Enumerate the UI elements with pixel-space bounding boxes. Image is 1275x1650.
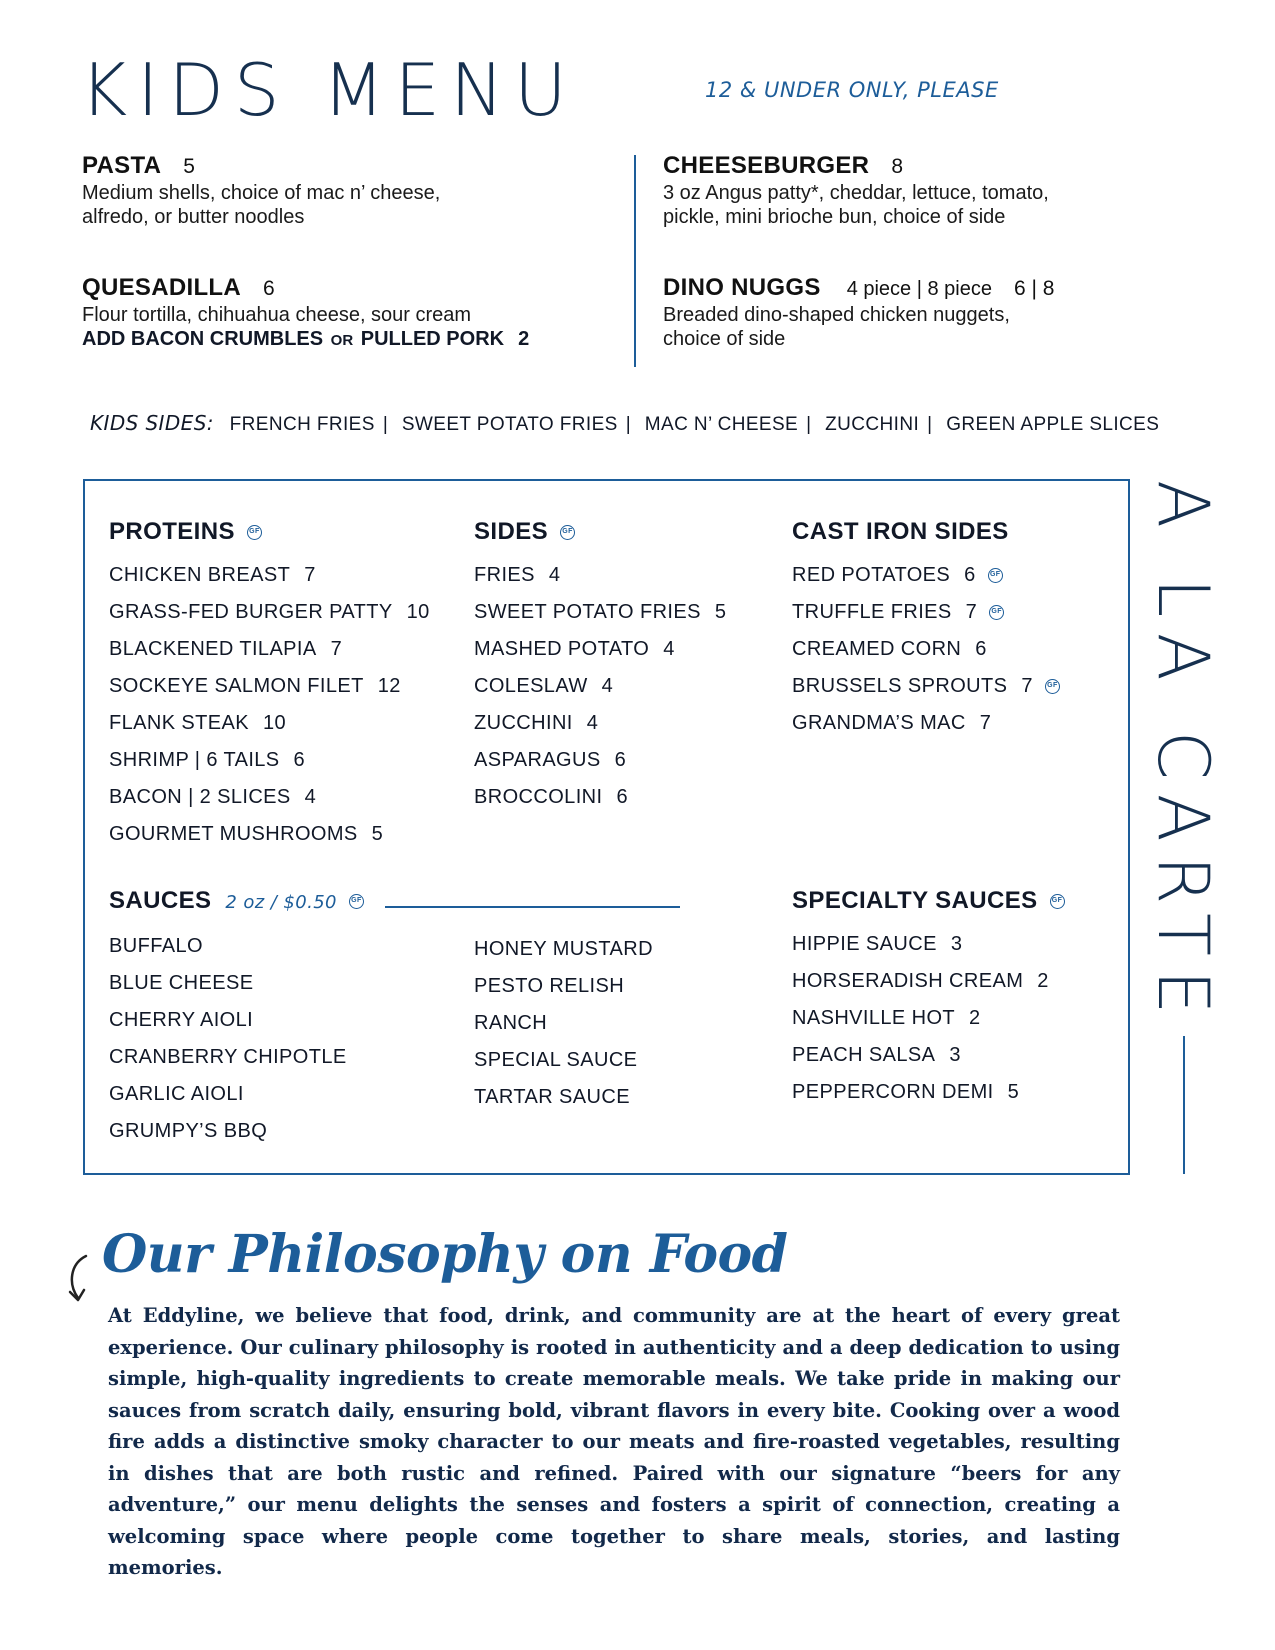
list-item [474, 594, 726, 631]
item-name: CHICKEN BREAST [109, 564, 291, 586]
gluten-free-icon: GF [989, 605, 1004, 620]
a-la-carte-rule [1183, 1036, 1185, 1174]
list-item [792, 557, 1060, 594]
item-price: 7 [965, 601, 978, 623]
philosophy-title: Our Philosophy on Food [102, 1224, 788, 1285]
item-price: 5 [371, 823, 384, 845]
item-description: Flour tortilla, chihuahua cheese, sour cream [82, 304, 472, 326]
gluten-free-icon: GF [247, 525, 262, 540]
kids-menu-title: KIDS MENU [80, 48, 577, 132]
item-name: FLANK STEAK [109, 712, 249, 734]
item-name: GRANDMA’S MAC [792, 712, 966, 734]
item-name: COLESLAW [474, 675, 588, 697]
kids-side: GREEN APPLE SLICES [946, 414, 1160, 435]
item-name: SHRIMP | 6 TAILS [109, 749, 280, 771]
sides-list [474, 557, 726, 816]
kids-side: SWEET POTATO FRIES [401, 414, 618, 435]
list-item: TARTAR SAUCE [474, 1086, 630, 1108]
gluten-free-icon: GF [560, 525, 575, 540]
item-name: CREAMED CORN [792, 638, 962, 660]
item-price: 4 [663, 638, 675, 660]
item-name: SWEET POTATO FRIES [474, 601, 701, 623]
item-name: BROCCOLINI [474, 786, 603, 808]
section-heading: PROTEINS [109, 518, 235, 545]
list-item: GRUMPY’S BBQ [109, 1120, 268, 1142]
kids-sides-label: KIDS SIDES: [90, 411, 214, 435]
item-price: 5 [1007, 1081, 1020, 1103]
list-item: CRANBERRY CHIPOTLE [109, 1046, 347, 1068]
item-name: PASTA [82, 152, 162, 179]
addon-option: ADD BACON CRUMBLES [82, 328, 324, 350]
item-name: PEACH SALSA [792, 1044, 936, 1066]
item-price: 4 [548, 564, 561, 586]
separator: | [927, 414, 933, 435]
item-description: alfredo, or butter noodles [82, 206, 305, 228]
kids-sides-row [90, 411, 1159, 436]
item-name: HORSERADISH CREAM [792, 970, 1024, 992]
item-name: ZUCCHINI [474, 712, 573, 734]
item-name: GOURMET MUSHROOMS [109, 823, 358, 845]
cast-iron-sides-section [792, 517, 1060, 742]
list-item: GARLIC AIOLI [109, 1083, 244, 1105]
kids-side: ZUCCHINI [825, 414, 920, 435]
item-price: 6 [614, 749, 627, 771]
item-name: TRUFFLE FRIES [792, 601, 952, 623]
addon-or: OR [330, 332, 354, 349]
kids-item-dino-nuggs [663, 274, 1183, 351]
item-price: 10 [406, 601, 430, 623]
sauces-col2 [474, 921, 653, 1116]
list-item [109, 631, 430, 668]
kids-item-cheeseburger [663, 152, 1183, 229]
item-price: 4 [304, 786, 317, 808]
item-price: 7 [979, 712, 992, 734]
kids-side: FRENCH FRIES [229, 414, 375, 435]
list-item [474, 668, 726, 705]
philosophy-paragraph: At Eddyline, we believe that food, drink, and community are at the heart of every great experience. Our culinary philosophy is rooted in authenticity and a deep dedication to using simple, high-quality ingredients to create memorable meals. We take pride in making our sauces from scratch daily, ensuring bold, vibrant flavors in every bite. Cooking over a wood fire adds a distinctive smoky character to our meats and fire-roasted vegetables, resulting in dishes that are both rustic and refined. Paired with our signature “beers for any adventure,” our menu delights the senses and fosters a spirit of connection, creating a welcoming space where people come together to share meals, stories, and lasting memories. [108, 1304, 1120, 1579]
item-price: 12 [377, 675, 401, 697]
list-item [474, 557, 726, 594]
proteins-list [109, 557, 430, 853]
item-price: 6 | 8 [1013, 277, 1055, 300]
curved-arrow-icon [64, 1250, 94, 1310]
sauces-list-col2 [474, 931, 653, 1116]
sauces-rule [385, 906, 680, 908]
item-description: Medium shells, choice of mac n’ cheese, [82, 182, 441, 204]
age-restriction-note: 12 & UNDER ONLY, PLEASE [705, 78, 999, 102]
list-item: BLUE CHEESE [109, 972, 254, 994]
item-price: 7 [330, 638, 343, 660]
item-price: 7 [304, 564, 316, 586]
kids-item-pasta [82, 152, 602, 229]
sides-section [474, 517, 726, 816]
item-addon [82, 327, 602, 353]
specialty-sauces-section [792, 886, 1065, 1111]
kids-column-divider [634, 155, 636, 367]
list-item [792, 1000, 1065, 1037]
item-price: 6 [975, 638, 987, 660]
item-description: 3 oz Angus patty*, cheddar, lettuce, tomato, [663, 182, 1049, 204]
list-item [109, 668, 430, 705]
item-name: QUESADILLA [82, 274, 241, 301]
separator: | [625, 414, 632, 435]
list-item [109, 742, 430, 779]
list-item [474, 779, 726, 816]
separator: | [382, 414, 389, 435]
item-price: 6 [263, 277, 275, 300]
gluten-free-icon: GF [988, 568, 1003, 583]
item-price: 10 [263, 712, 287, 734]
list-item [792, 1074, 1065, 1111]
item-price: 3 [950, 933, 963, 955]
item-price: 4 [586, 712, 599, 734]
list-item [792, 963, 1065, 1000]
item-name: ASPARAGUS [474, 749, 601, 771]
item-price: 5 [714, 601, 727, 623]
gluten-free-icon: GF [1045, 679, 1060, 694]
proteins-section [109, 517, 430, 853]
item-price: 2 [1037, 970, 1049, 992]
list-item [792, 668, 1060, 705]
section-heading: SIDES [474, 518, 549, 545]
list-item [474, 742, 726, 779]
item-name: BACON | 2 SLICES [109, 786, 291, 808]
item-name: CHEESEBURGER [663, 152, 870, 179]
section-heading: SPECIALTY SAUCES [792, 887, 1038, 914]
gluten-free-icon: GF [349, 894, 364, 909]
list-item [792, 631, 1060, 668]
sauces-list-col1 [109, 928, 364, 1150]
list-item [109, 779, 430, 816]
list-item [792, 1037, 1065, 1074]
kids-item-quesadilla [82, 274, 602, 353]
addon-price: 2 [518, 328, 530, 350]
item-name: PEPPERCORN DEMI [792, 1081, 994, 1103]
item-price: 5 [183, 155, 195, 178]
item-description: Breaded dino-shaped chicken nuggets, [663, 304, 1010, 326]
specialty-sauces-list [792, 926, 1065, 1111]
item-name: HIPPIE SAUCE [792, 933, 937, 955]
list-item: BUFFALO [109, 935, 203, 957]
sauce-portion-note: 2 oz / $0.50 [225, 892, 337, 913]
item-name: BLACKENED TILAPIA [109, 638, 317, 660]
list-item [792, 926, 1065, 963]
list-item: HONEY MUSTARD [474, 938, 653, 960]
sauces-section [109, 886, 364, 1150]
section-heading: SAUCES [109, 887, 212, 914]
list-item: PESTO RELISH [474, 975, 625, 997]
item-options: 4 piece | 8 piece [846, 278, 992, 300]
list-item [792, 594, 1060, 631]
list-item [109, 705, 430, 742]
item-description: pickle, mini brioche bun, choice of side [663, 206, 1006, 228]
separator: | [806, 414, 812, 435]
cast-iron-sides-list [792, 557, 1060, 742]
item-name: FRIES [474, 564, 535, 586]
list-item [792, 705, 1060, 742]
item-price: 6 [293, 749, 306, 771]
item-name: DINO NUGGS [663, 274, 821, 301]
item-price: 6 [964, 564, 976, 586]
item-description: choice of side [663, 328, 786, 350]
list-item: SPECIAL SAUCE [474, 1049, 638, 1071]
addon-option: PULLED PORK [360, 328, 505, 350]
item-price: 6 [616, 786, 628, 808]
item-name: SOCKEYE SALMON FILET [109, 675, 364, 697]
item-name: NASHVILLE HOT [792, 1007, 956, 1029]
list-item [109, 557, 430, 594]
kids-side: MAC N’ CHEESE [644, 414, 799, 435]
list-item [109, 816, 430, 853]
item-price: 7 [1021, 675, 1033, 697]
list-item [474, 705, 726, 742]
item-name: BRUSSELS SPROUTS [792, 675, 1008, 697]
item-price: 4 [601, 675, 614, 697]
item-price: 2 [969, 1007, 981, 1029]
item-price: 8 [891, 155, 903, 178]
list-item [109, 594, 430, 631]
item-price: 3 [949, 1044, 961, 1066]
list-item: CHERRY AIOLI [109, 1009, 254, 1031]
section-heading: CAST IRON SIDES [792, 518, 1009, 545]
a-la-carte-vertical-title: A LA CARTE [1142, 480, 1224, 1029]
list-item [474, 631, 726, 668]
item-name: GRASS-FED BURGER PATTY [109, 601, 393, 623]
item-name: MASHED POTATO [474, 638, 650, 660]
item-name: RED POTATOES [792, 564, 951, 586]
list-item: RANCH [474, 1012, 548, 1034]
gluten-free-icon: GF [1050, 894, 1065, 909]
